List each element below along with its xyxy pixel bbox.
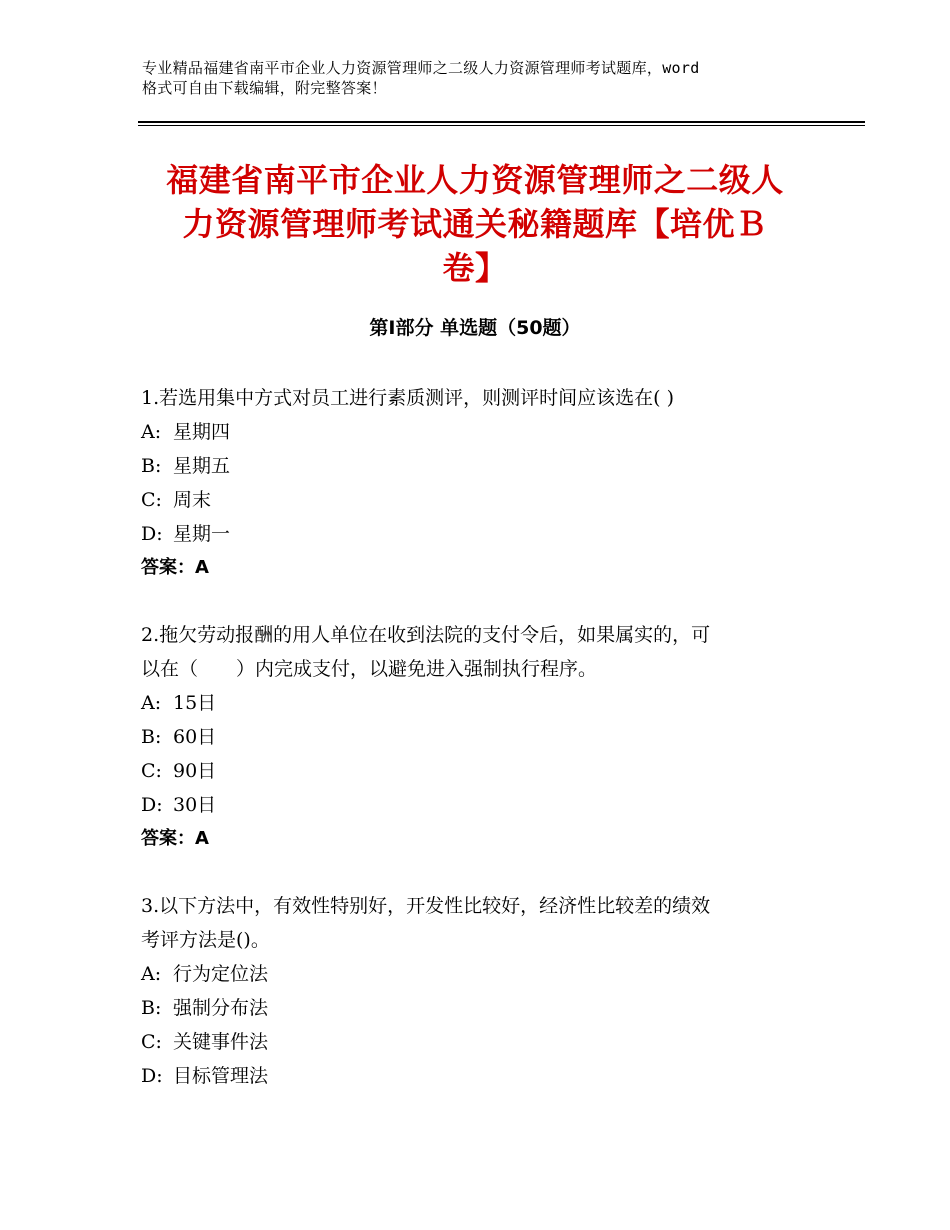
option-d <box>141 1059 821 1093</box>
option-letter: A: <box>141 692 162 714</box>
question-stem: 3.以下方法中，有效性特别好，开发性比较好，经济性比较差的绩效 <box>141 895 711 917</box>
option-letter: C: <box>141 489 162 511</box>
answer-label: 答案：A <box>141 557 209 578</box>
question-stem-continued: 以在（ ）内完成支付，以避免进入强制执行程序。 <box>141 658 598 680</box>
option-b <box>141 449 821 483</box>
option-text: 90日 <box>173 760 217 782</box>
option-text: 60日 <box>173 726 217 748</box>
option-text: 星期五 <box>173 455 231 477</box>
option-text: 强制分布法 <box>173 997 269 1019</box>
option-text: 星期一 <box>173 523 231 545</box>
option-letter: C: <box>141 1031 162 1053</box>
option-text: 周末 <box>173 489 212 511</box>
option-d <box>141 788 821 822</box>
header-note-line: 格式可自由下载编辑，附完整答案！ <box>142 79 387 97</box>
option-letter: A: <box>141 963 162 985</box>
title-line: 卷】 <box>442 249 508 287</box>
question-stem-continued: 考评方法是()。 <box>141 929 270 951</box>
option-text: 15日 <box>173 692 217 714</box>
option-letter: C: <box>141 760 162 782</box>
question-stem: 2.拖欠劳动报酬的用人单位在收到法院的支付令后，如果属实的，可 <box>141 624 711 646</box>
option-text: 关键事件法 <box>173 1031 269 1053</box>
option-text: 目标管理法 <box>173 1065 269 1087</box>
header-divider-thin <box>138 125 865 126</box>
option-c <box>141 483 821 517</box>
option-b <box>141 991 821 1025</box>
option-d <box>141 517 821 551</box>
option-c <box>141 1025 821 1059</box>
question-3 <box>141 889 821 1093</box>
option-letter: D: <box>141 1065 163 1087</box>
header-divider <box>138 121 865 123</box>
question-2 <box>141 618 821 856</box>
title-line: 力资源管理师考试通关秘籍题库【培优Ｂ <box>182 205 768 243</box>
question-1 <box>141 381 821 585</box>
question-stem: 1.若选用集中方式对员工进行素质测评，则测评时间应该选在( ) <box>141 387 674 409</box>
option-b <box>141 720 821 754</box>
title-line: 福建省南平市企业人力资源管理师之二级人 <box>166 161 784 199</box>
option-text: 30日 <box>173 794 217 816</box>
option-letter: B: <box>141 455 162 477</box>
header-note <box>142 58 822 98</box>
answer-label: 答案：A <box>141 828 209 849</box>
option-c <box>141 754 821 788</box>
question-list <box>141 381 821 1093</box>
option-letter: D: <box>141 523 163 545</box>
option-letter: D: <box>141 794 163 816</box>
option-a <box>141 686 821 720</box>
option-letter: B: <box>141 997 162 1019</box>
option-text: 行为定位法 <box>173 963 269 985</box>
document-title <box>120 158 830 290</box>
section-title: 第Ⅰ部分 单选题（50题） <box>369 317 581 339</box>
option-text: 星期四 <box>173 421 231 443</box>
option-letter: B: <box>141 726 162 748</box>
option-a <box>141 415 821 449</box>
header-note-line: 专业精品福建省南平市企业人力资源管理师之二级人力资源管理师考试题库，word <box>142 59 700 77</box>
option-a <box>141 957 821 991</box>
option-letter: A: <box>141 421 162 443</box>
